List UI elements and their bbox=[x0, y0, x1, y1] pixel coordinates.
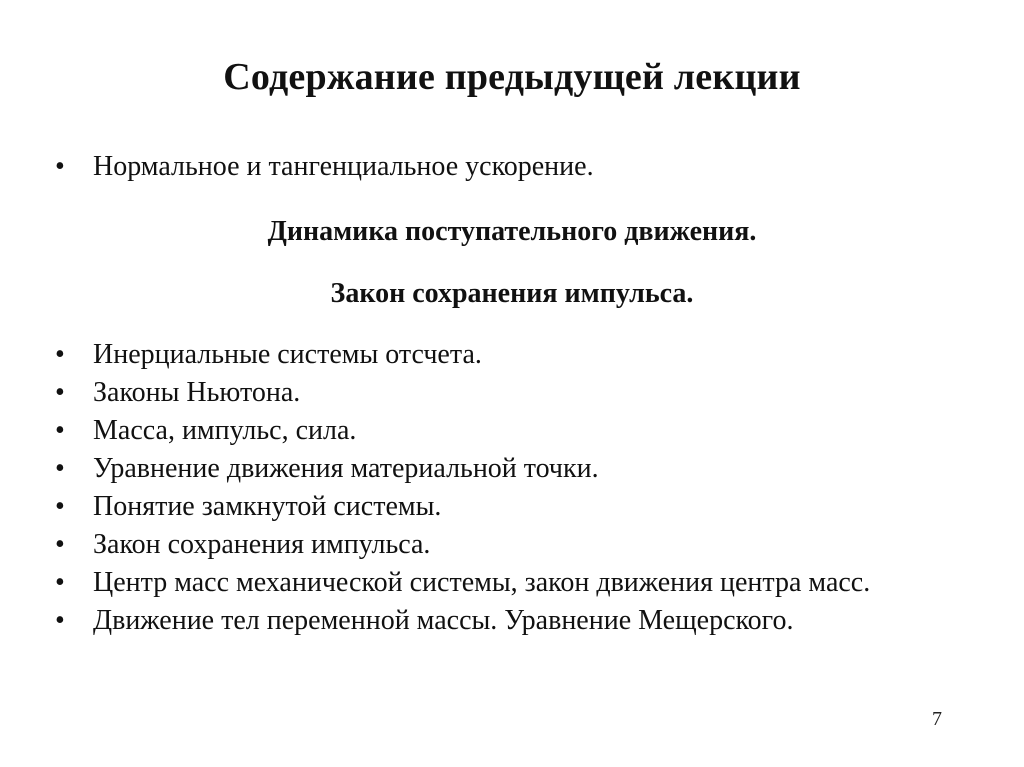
list-item bbox=[55, 564, 985, 602]
subheading-dynamics: Динамика поступательного движения. bbox=[267, 216, 757, 247]
list-item-text: Инерциальные системы отсчета. bbox=[93, 339, 482, 370]
subheading-momentum: Закон сохранения импульса. bbox=[330, 278, 694, 309]
topic-list bbox=[55, 336, 985, 640]
bullet-marker: • bbox=[55, 605, 65, 636]
list-item bbox=[55, 412, 985, 450]
list-item bbox=[55, 336, 985, 374]
bullet-marker: • bbox=[55, 491, 65, 522]
bullet-marker: • bbox=[55, 151, 65, 182]
bullet-marker: • bbox=[55, 415, 65, 446]
bullet-marker: • bbox=[55, 567, 65, 598]
list-item-text: Понятие замкнутой системы. bbox=[93, 491, 442, 522]
list-item-text: Уравнение движения материальной точки. bbox=[93, 453, 599, 484]
list-item bbox=[55, 374, 985, 412]
page-number: 7 bbox=[932, 708, 942, 730]
slide-title: Содержание предыдущей лекции bbox=[223, 56, 801, 98]
list-item-text: Движение тел переменной массы. Уравнение Мещерского. bbox=[93, 605, 794, 636]
list-item bbox=[55, 488, 985, 526]
list-item bbox=[55, 526, 985, 564]
list-item-text: Масса, импульс, сила. bbox=[93, 415, 357, 446]
bullet-marker: • bbox=[55, 339, 65, 370]
list-item-text: Центр масс механической системы, закон движения центра масс. bbox=[93, 567, 871, 598]
bullet-marker: • bbox=[55, 453, 65, 484]
list-item bbox=[55, 450, 985, 488]
bullet-marker: • bbox=[55, 377, 65, 408]
first-bullet-text: Нормальное и тангенциальное ускорение. bbox=[93, 151, 594, 182]
list-item bbox=[55, 602, 985, 640]
list-item-text: Законы Ньютона. bbox=[93, 377, 301, 408]
bullet-marker: • bbox=[55, 529, 65, 560]
list-item-text: Закон сохранения импульса. bbox=[93, 529, 431, 560]
